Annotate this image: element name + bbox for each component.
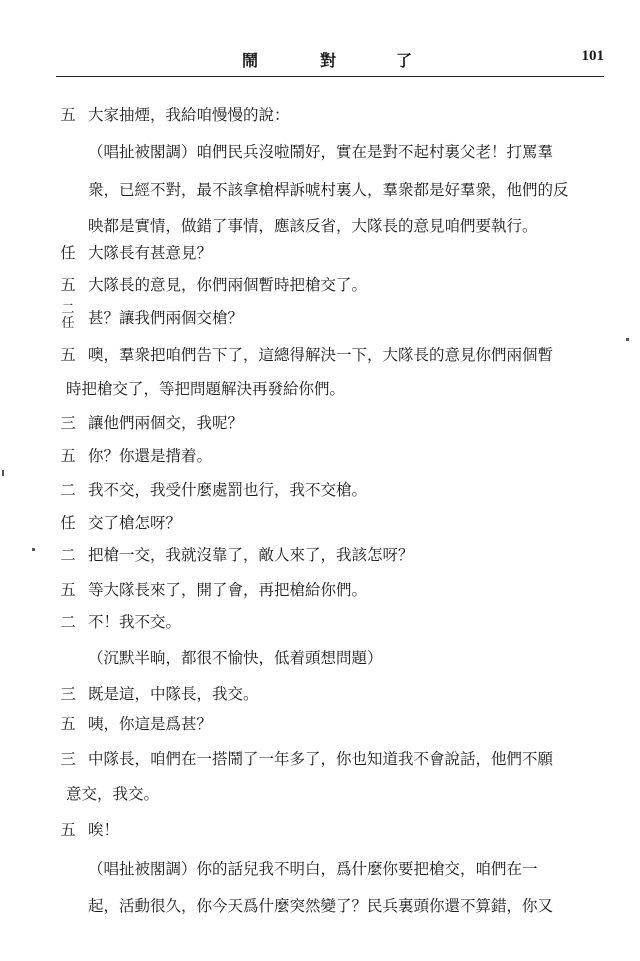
running-header <box>56 44 604 70</box>
speaker-label: 五 <box>60 821 76 839</box>
scan-speck <box>626 338 629 341</box>
dialogue-line: 中隊長，咱們在一搭鬧了一年多了，你也知道我不會說話，他們不願 <box>88 750 554 768</box>
page-number: 101 <box>581 48 604 64</box>
speaker-label: 三 <box>60 750 76 768</box>
dialogue-line: 大家抽煙，我給咱慢慢的說： <box>88 106 290 124</box>
speaker-label: 五 <box>60 447 76 465</box>
scan-speck <box>2 470 4 476</box>
header-title-char-3: 了 <box>396 51 413 70</box>
dialogue-line: 甚？讓我們兩個交槍？ <box>88 309 244 327</box>
speaker-label: 任 <box>60 244 76 262</box>
dialogue-line: 既是這，中隊長，我交。 <box>88 685 259 703</box>
header-rule <box>56 76 604 77</box>
dialogue-line: 等大隊長來了，開了會，再把槍給你們。 <box>88 581 368 599</box>
speaker-label: 五 <box>60 715 76 733</box>
dialogue-line: 衆，已經不對，最不該拿槍桿訴唬村裏人，羣衆都是好羣衆，他們的反 <box>88 181 569 199</box>
dialogue-line: 起，活動很久，你今天爲什麼突然變了？民兵裏頭你還不算錯，你又 <box>88 897 554 915</box>
speaker-label: 五 <box>60 276 76 294</box>
speaker-label: 任 <box>61 316 75 331</box>
speaker-label: 任 <box>60 514 76 532</box>
dialogue-line: 不！我不交。 <box>88 613 182 631</box>
dialogue-line: 你？你還是揹着。 <box>88 447 213 465</box>
speaker-label: 二 <box>60 613 76 631</box>
dialogue-line: 映都是實情，做錯了事情，應該反省，大隊長的意見咱們要執行。 <box>88 217 538 235</box>
dialogue-line: 我不交，我受什麼處罰也行，我不交槍。 <box>88 481 368 499</box>
dialogue-line: （唱扯被閣調）你的話兒我不明白，爲什麼你要把槍交，咱們在一 <box>88 860 538 878</box>
dialogue-line: （沉默半晌，都很不愉快，低着頭想問題） <box>88 649 383 667</box>
header-title-char-2: 對 <box>320 51 337 70</box>
dialogue-line: 大隊長有甚意見？ <box>88 244 213 262</box>
dialogue-line: 大隊長的意見，你們兩個暫時把槍交了。 <box>88 276 368 294</box>
speaker-label: 三 <box>60 414 76 432</box>
scan-speck <box>32 548 35 551</box>
header-title-char-1: 鬧 <box>242 51 259 70</box>
dialogue-line: 咦，你這是爲甚？ <box>88 715 213 733</box>
speaker-label: 三 <box>60 685 76 703</box>
dialogue-line: 噢，羣衆把咱們告下了，這總得解決一下，大隊長的意見你們兩個暫 <box>88 346 554 364</box>
dialogue-line: 把槍一交，我就沒靠了，敵人來了，我該怎呀？ <box>88 546 414 564</box>
speaker-label: 二 <box>60 546 76 564</box>
dialogue-line: 意交，我交。 <box>66 785 160 803</box>
speaker-label: 五 <box>60 581 76 599</box>
dialogue-line: 唉！ <box>88 821 120 839</box>
dialogue-line: 時把槍交了，等把問題解決再發給你們。 <box>66 380 346 398</box>
speaker-label: 二 <box>60 481 76 499</box>
speaker-label: 五 <box>60 106 76 124</box>
dialogue-line: 交了槍怎呀？ <box>88 514 182 532</box>
speaker-label: 五 <box>60 346 76 364</box>
speaker-label: 二 <box>61 302 75 317</box>
dialogue-line: （唱扯被閣調）咱們民兵沒啦鬧好，實在是對不起村裏父老！打罵羣 <box>88 143 554 161</box>
dialogue-line: 讓他們兩個交，我呢？ <box>88 414 244 432</box>
